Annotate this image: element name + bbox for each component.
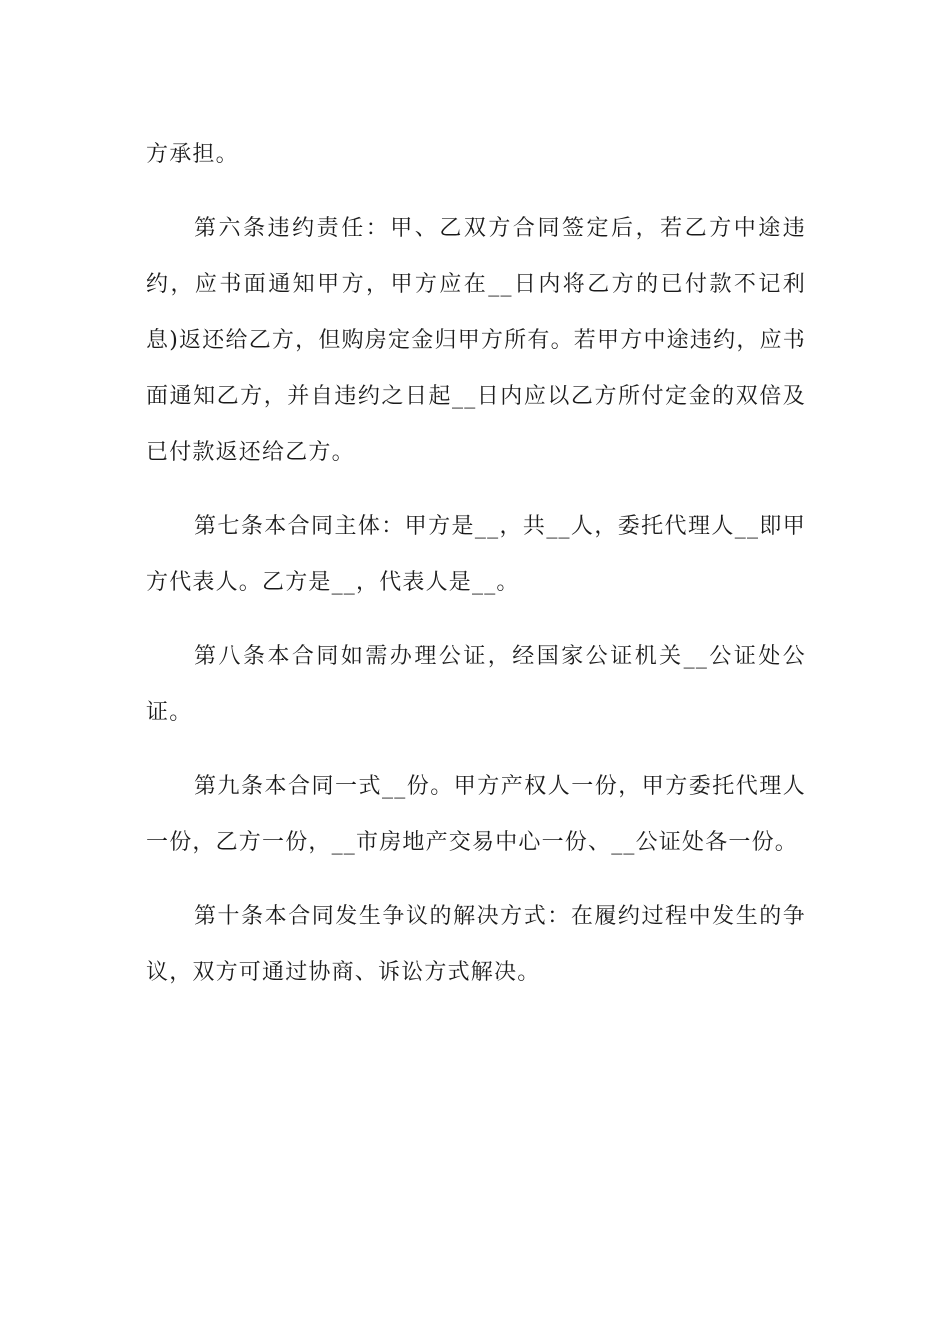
- paragraph-article-9: 第九条本合同一式__份。甲方产权人一份，甲方委托代理人一份，乙方一份，__市房地产交易中心一份、__公证处各一份。: [146, 774, 806, 855]
- paragraph-article-7: 第七条本合同主体：甲方是__，共__人，委托代理人__即甲方代表人。乙方是__，代表人是__。: [146, 514, 806, 595]
- paragraph-continuation: 方承担。: [146, 142, 239, 167]
- paragraph-article-8: 第八条本合同如需办理公证，经国家公证机关__公证处公证。: [146, 644, 806, 725]
- paragraph-article-6: 第六条违约责任：甲、乙双方合同签定后，若乙方中途违约，应书面通知甲方，甲方应在__日内将乙方的已付款不记利息)返还给乙方，但购房定金归甲方所有。若甲方中途违约，应书面通知乙方，并自违约之日起__日内应以乙方所付定金的双倍及已付款返还给乙方。: [146, 216, 806, 465]
- document-body: [146, 127, 806, 1019]
- paragraph-article-10: 第十条本合同发生争议的解决方式：在履约过程中发生的争议，双方可通过协商、诉讼方式解决。: [146, 904, 806, 985]
